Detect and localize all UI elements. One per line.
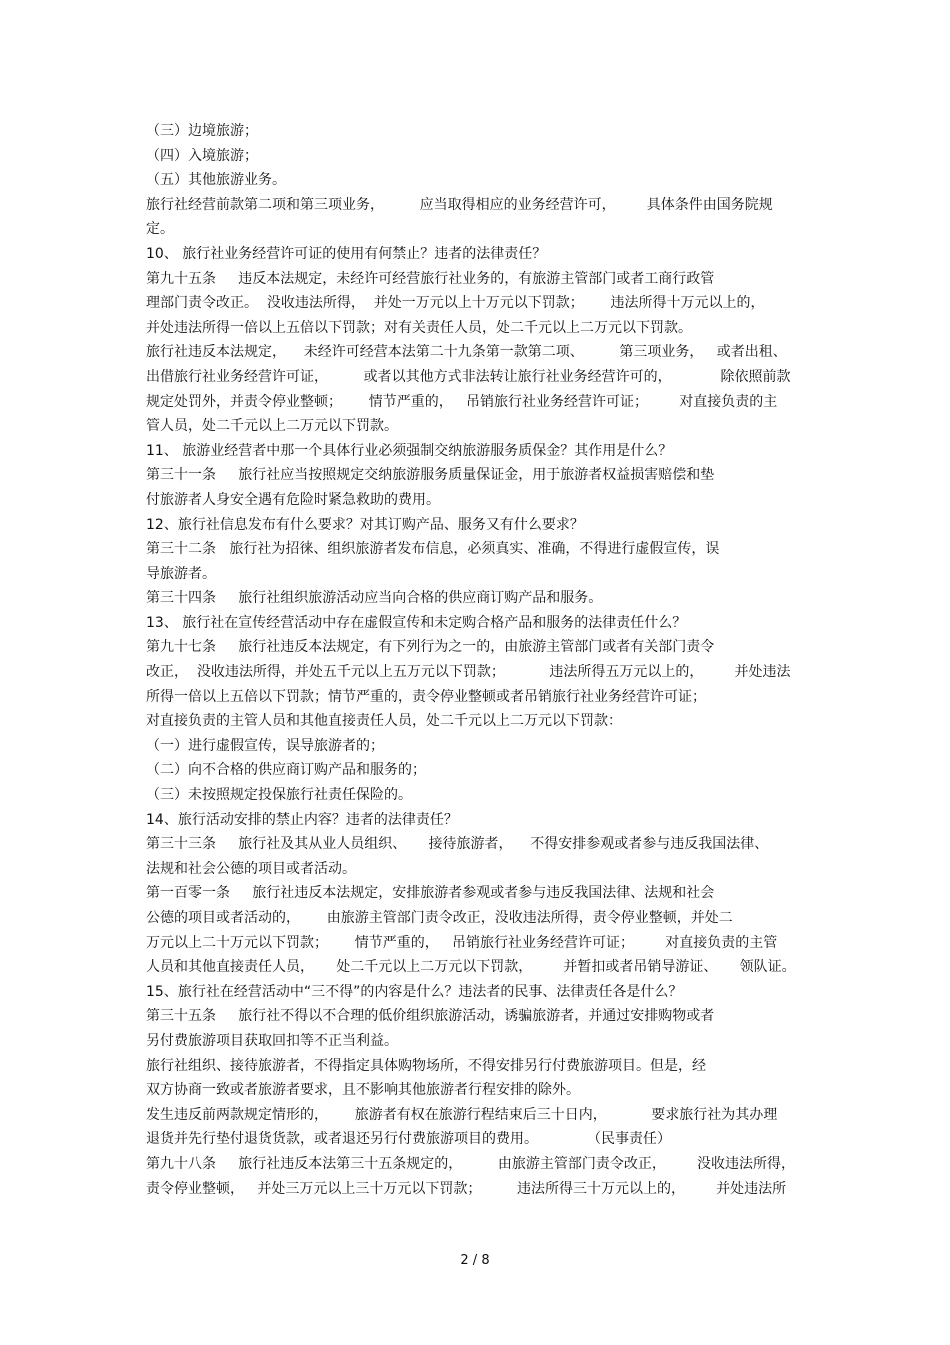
question-heading: 12、旅行社信息发布有什么要求？对其订购产品、服务又有什么要求？: [146, 516, 584, 533]
text-line: 第一百零一条 旅行社违反本法规定，安排旅游者参观或者参与违反我国法律、法规和社会: [146, 885, 715, 902]
text-line: 管人员，处二千元以上二万元以下罚款。: [146, 418, 398, 435]
text-line: 双方协商一致或者旅游者要求，且不影响其他旅游者行程安排的除外。: [146, 1082, 580, 1099]
text-line: 万元以上二十万元以下罚款； 情节严重的， 吊销旅行社业务经营许可证； 对直接负责的主管: [146, 934, 778, 951]
text-line: 第九十七条 旅行社违反本法规定，有下列行为之一的，由旅游主管部门或者有关部门责令: [146, 639, 715, 656]
page-number: 2 / 8: [460, 1253, 490, 1268]
text-line: 人员和其他直接责任人员， 处二千元以上二万元以下罚款， 并暂扣或者吊销导游证、 领队证。: [146, 959, 796, 976]
question-heading: 14、旅行活动安排的禁止内容？违者的法律责任？: [146, 811, 458, 828]
text-line: 第三十四条 旅行社组织旅游活动应当向合格的供应商订购产品和服务。: [146, 590, 603, 607]
text-line: 旅行社违反本法规定， 未经许可经营本法第二十九条第一款第二项、 第三项业务， 或者出租、: [146, 344, 787, 361]
text-line: 第三十二条 旅行社为招徕、组织旅游者发布信息，必须真实、准确，不得进行虚假宣传，误: [146, 541, 720, 558]
text-line: 定。: [146, 221, 174, 238]
question-heading: 11、 旅游业经营者中那一个具体行业必须强制交纳旅游服务质保金？其作用是什么？: [146, 442, 673, 459]
text-line: 第三十一条 旅行社应当按照规定交纳旅游服务质量保证金，用于旅游者权益损害赔偿和垫: [146, 467, 715, 484]
question-heading: 15、旅行社在经营活动中“三不得”的内容是什么？违法者的民事、法律责任各是什么？: [146, 983, 683, 1000]
text-line: 第九十八条 旅行社违反本法第三十五条规定的， 由旅游主管部门责令改正， 没收违法所得，: [146, 1155, 796, 1172]
text-line: 所得一倍以上五倍以下罚款；情节严重的，责令停业整顿或者吊销旅行社业务经营许可证；: [146, 688, 706, 705]
text-line: 责令停业整顿， 并处三万元以上三十万元以下罚款； 违法所得三十万元以上的， 并处违法所: [146, 1180, 787, 1197]
text-line: （二）向不合格的供应商订购产品和服务的；: [146, 762, 426, 779]
question-heading: 13、 旅行社在宣传经营活动中存在虚假宣传和未定购合格产品和服务的法律责任什么？: [146, 614, 687, 631]
text-line: 发生违反前两款规定情形的， 旅游者有权在旅游行程结束后三十日内， 要求旅行社为其办理: [146, 1106, 778, 1123]
text-line: 出借旅行社业务经营许可证， 或者以其他方式非法转让旅行社业务经营许可的， 除依照前款: [146, 368, 791, 385]
text-line: 付旅游者人身安全遇有危险时紧急救助的费用。: [146, 491, 440, 508]
text-line: 公德的项目或者活动的， 由旅游主管部门责令改正，没收违法所得，责令停业整顿，并处二: [146, 910, 733, 926]
text-line: 理部门责令改正。 没收违法所得， 并处一万元以上十万元以下罚款； 违法所得十万元以上的，: [146, 295, 765, 312]
text-line: （五）其他旅游业务。: [146, 172, 286, 189]
text-line: 旅行社经营前款第二项和第三项业务， 应当取得相应的业务经营许可， 具体条件由国务院规: [146, 196, 773, 213]
text-line: 第三十三条 旅行社及其从业人员组织、 接待旅游者， 不得安排参观或者参与违反我国法律、: [146, 836, 769, 853]
question-heading: 10、 旅行社业务经营许可证的使用有何禁止？违者的法律责任？: [146, 245, 547, 262]
text-line: 第三十五条 旅行社不得以不合理的低价组织旅游活动，诱骗旅游者，并通过安排购物或者: [146, 1008, 715, 1025]
text-line: （一）进行虚假宣传，误导旅游者的；: [146, 737, 384, 754]
text-line: （三）未按照规定投保旅行社责任保险的。: [146, 787, 412, 804]
text-line: 并处违法所得一倍以上五倍以下罚款；对有关责任人员，处二千元以上二万元以下罚款。: [146, 319, 692, 336]
text-line: 退货并先行垫付退货货款，或者退还另行付费旅游项目的费用。 （民事责任）: [146, 1131, 671, 1148]
text-line: （三）边境旅游；: [146, 123, 258, 139]
document-body: [146, 119, 806, 1201]
text-line: 导旅游者。: [146, 565, 216, 582]
text-line: 法规和社会公德的项目或者活动。: [146, 860, 356, 877]
text-line: 第九十五条 违反本法规定，未经许可经营旅行社业务的，有旅游主管部门或者工商行政管: [146, 270, 715, 287]
text-line: 对直接负责的主管人员和其他直接责任人员，处二千元以上二万元以下罚款：: [146, 713, 622, 730]
text-line: 改正， 没收违法所得，并处五千元以上五万元以下罚款； 违法所得五万元以上的， 并处违法: [146, 664, 791, 681]
text-line: 旅行社组织、接待旅游者，不得指定具体购物场所，不得安排另行付费旅游项目。但是，经: [146, 1057, 706, 1074]
text-line: 另付费旅游项目获取回扣等不正当利益。: [146, 1032, 398, 1049]
text-line: （四）入境旅游；: [146, 147, 258, 164]
text-line: 规定处罚外，并责令停业整顿； 情节严重的， 吊销旅行社业务经营许可证； 对直接负责的主: [146, 393, 778, 410]
